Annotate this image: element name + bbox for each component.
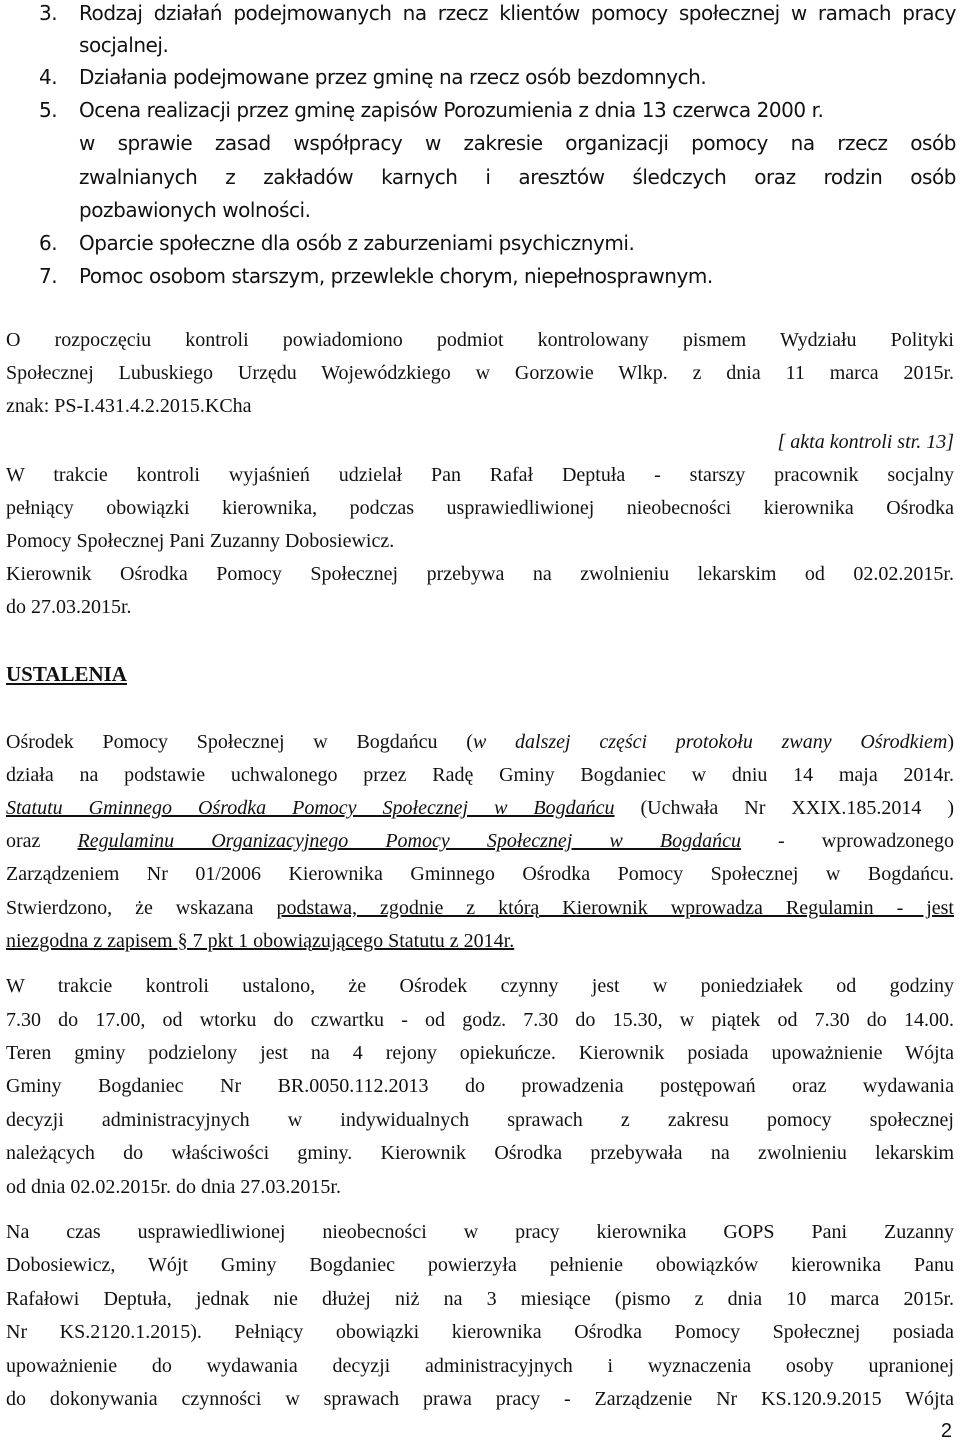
paragraph-line: decyzji administracyjnych w indywidualnych sprawach z zakresu pomocy społecznej — [6, 1109, 954, 1131]
file-reference: [ akta kontroli str. 13] — [777, 431, 954, 453]
paragraph-line: Dobosiewicz, Wójt Gminy Bogdaniec powierzyła pełnienie obowiązków kierownika Panu — [6, 1254, 954, 1276]
text-run: ) — [947, 731, 955, 753]
paragraph-line: Na czas usprawiedliwionej nieobecności w pracy kierownika GOPS Pani Zuzanny — [6, 1221, 954, 1243]
paragraph-line: Gminy Bogdaniec Nr BR.0050.112.2013 do prowadzenia postępowań oraz wydawania — [6, 1075, 954, 1097]
sick-leave-line: Kierownik Ośrodka Pomocy Społecznej przebywa na zwolnieniu lekarskim od 02.02.2015r. — [6, 563, 954, 585]
list-text: Ocena realizacji przez gminę zapisów Porozumienia z dnia 13 czerwca 2000 r. — [79, 98, 824, 122]
list-text: w sprawie zasad współpracy w zakresie organizacji pomocy na rzecz osób — [79, 131, 956, 155]
list-item — [39, 259, 956, 293]
underlined-finding: podstawa, zgodnie z którą Kierownik wprowadza Regulamin - jest — [276, 897, 954, 919]
paragraph-line: należących do właściwości gminy. Kierownik Ośrodka przebywała na zwolnieniu lekarskim — [6, 1142, 954, 1164]
paragraph-line — [6, 792, 954, 824]
list-item — [39, 226, 956, 260]
paragraph-line — [6, 726, 954, 758]
text-run: (Uchwała Nr XXIX.185.2014 ) — [614, 797, 954, 819]
paragraph-line: działa na podstawie uchwalonego przez Radę Gminy Bogdaniec w dniu 14 maja 2014r. — [6, 764, 954, 786]
paragraph-line: upoważnienie do wydawania decyzji administracyjnych i wyznaczenia osoby upranionej — [6, 1355, 954, 1377]
control-notice-line: znak: PS-I.431.4.2.2015.KCha — [6, 395, 252, 417]
explanation-line: W trakcie kontroli wyjaśnień udzielał Pan Rafał Deptuła - starszy pracownik socjalny — [6, 464, 954, 486]
paragraph-line — [6, 892, 954, 924]
list-text: pozbawionych wolności. — [79, 198, 311, 222]
page-number: 2 — [940, 1420, 952, 1442]
paragraph-line: Zarządzeniem Nr 01/2006 Kierownika Gminnego Ośrodka Pomocy Społecznej w Bogdańcu. — [6, 863, 954, 885]
paragraph-line: Nr KS.2120.1.2015). Pełniący obowiązki kierownika Ośrodka Pomocy Społecznej posiada — [6, 1321, 954, 1343]
list-item-continuation — [79, 126, 956, 160]
text-run: Stwierdzono, że wskazana — [6, 897, 277, 919]
regulation-title: Regulaminu Organizacyjnego Pomocy Społecznej w Bogdańcu — [77, 830, 741, 852]
paragraph-line: Rafałowi Deptuła, jednak nie dłużej niż na 3 miesiące (pismo z dnia 10 marca 2015r. — [6, 1288, 954, 1310]
control-notice-line: Społecznej Lubuskiego Urzędu Wojewódzkiego w Gorzowie Wlkp. z dnia 11 marca 2015r. — [6, 362, 954, 384]
list-item — [39, 0, 956, 30]
paragraph-line: od dnia 02.02.2015r. do dnia 27.03.2015r. — [6, 1176, 341, 1198]
paragraph-line: Teren gminy podzielony jest na 4 rejony opiekuńcze. Kierownik posiada upoważnienie Wójta — [6, 1042, 954, 1064]
list-text: Rodzaj działań podejmowanych na rzecz klientów pomocy społecznej w ramach pracy — [79, 1, 956, 25]
explanation-line: pełniący obowiązki kierownika, podczas usprawiedliwionej nieobecności kierownika Ośrodka — [6, 497, 954, 519]
list-number: 6. — [39, 231, 58, 255]
list-item — [39, 60, 956, 94]
section-heading: USTALENIA — [6, 662, 127, 686]
list-number: 7. — [39, 264, 58, 288]
list-item-continuation — [79, 28, 956, 62]
paragraph-line — [6, 825, 954, 857]
list-item-continuation — [79, 160, 956, 194]
text-run: - wprowadzonego — [740, 830, 954, 852]
list-number: 5. — [39, 98, 58, 122]
list-number: 4. — [39, 65, 58, 89]
paragraph-line: W trakcie kontroli ustalono, że Ośrodek czynny jest w poniedziałek od godziny — [6, 975, 954, 997]
list-text: socjalnej. — [79, 33, 169, 57]
sick-leave-line: do 27.03.2015r. — [6, 596, 132, 618]
underlined-finding: niezgodna z zapisem § 7 pkt 1 obowiązującego Statutu z 2014r. — [6, 930, 515, 952]
list-text: Oparcie społeczne dla osób z zaburzeniami psychicznymi. — [79, 231, 635, 255]
list-item-continuation — [79, 193, 956, 227]
statute-title: Statutu Gminnego Ośrodka Pomocy Społecznej w Bogdańcu — [6, 797, 615, 819]
list-text: Działania podejmowane przez gminę na rzecz osób bezdomnych. — [79, 65, 707, 89]
text-run: Ośrodek Pomocy Społecznej w Bogdańcu ( — [6, 731, 473, 753]
paragraph-line: do dokonywania czynności w sprawach prawa pracy - Zarządzenie Nr KS.120.9.2015 Wójta — [6, 1388, 954, 1410]
list-text: zwalnianych z zakładów karnych i aresztów śledczych oraz rodzin osób — [79, 165, 956, 189]
control-notice-line: O rozpoczęciu kontroli powiadomiono podmiot kontrolowany pismem Wydziału Polityki — [6, 329, 954, 351]
italic-run: w dalszej części protokołu zwany Ośrodkiem — [472, 731, 948, 753]
explanation-line: Pomocy Społecznej Pani Zuzanny Dobosiewicz. — [6, 530, 395, 552]
list-text: Pomoc osobom starszym, przewlekle chorym, niepełnosprawnym. — [79, 264, 713, 288]
text-run: oraz — [6, 830, 78, 852]
list-number: 3. — [39, 1, 58, 25]
list-item — [39, 93, 956, 127]
paragraph-line: 7.30 do 17.00, od wtorku do czwartku - od godz. 7.30 do 15.30, w piątek od 7.30 do 14.00. — [6, 1009, 954, 1031]
